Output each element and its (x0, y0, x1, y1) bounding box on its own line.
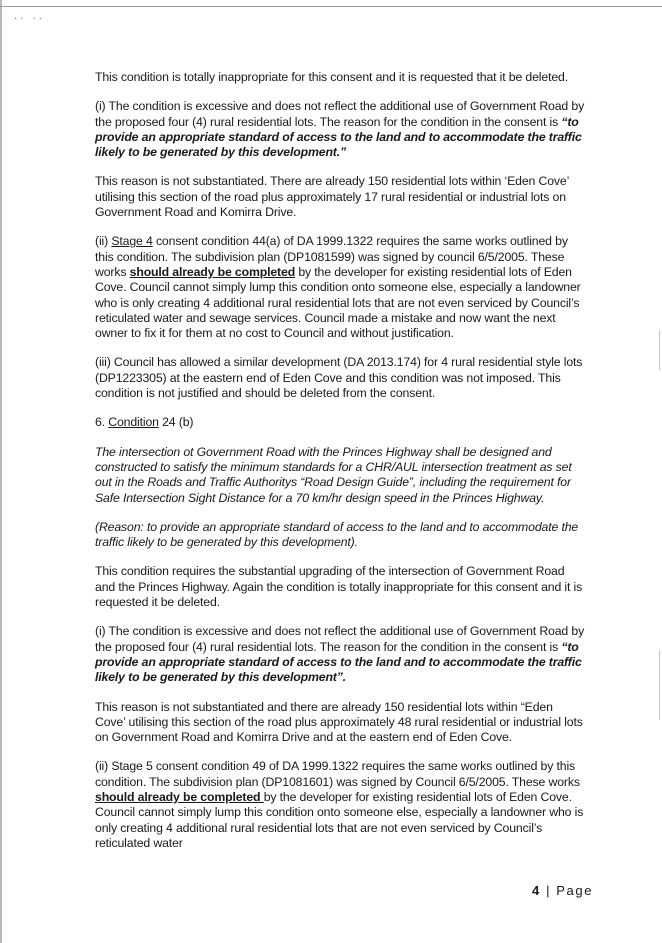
scan-right-mark (659, 330, 660, 370)
text-run: (i) The condition is excessive and does not reflect the additional use of Government Road by the proposed four (4) rural residential lots. The reason for the condition in the consent is (95, 624, 585, 654)
text-run: This reason is not substantiated. There are already 150 residential lots within ‘Eden Cove’ utilising this section of the road plus approximately 17 rural residential or industrial lots on Government Road and Komirra Drive. (95, 174, 569, 220)
paragraph-p9 (95, 564, 585, 610)
paragraph-p10 (95, 624, 585, 685)
text-run: (i) The condition is excessive and does not reflect the additional use of Government Road by the proposed four (4) rural residential lots. The reason for the condition in the consent is (95, 99, 585, 129)
paragraph-p8 (95, 520, 585, 551)
text-run: “to provide an appropriate standard of access to the land and to accommodate the traffic likely to be generated by this development”. (95, 639, 582, 685)
text-run: should already be completed (95, 789, 264, 804)
text-run: This condition requires the substantial upgrading of the intersection of Government Road and the Princes Highway. Again the condition is totally inappropriate for this consent and it is requested it be deleted. (95, 564, 583, 610)
text-run: (iii) Council has allowed a similar development (DA 2013.174) for 4 rural residential style lots (DP1223305) at the eastern end of Eden Cove and this condition was not imposed. This condition is not justified and should be deleted from the consent. (95, 355, 583, 401)
text-run: should already be completed (129, 264, 296, 279)
text-run: by the developer for existing residential lots of Eden Cove. (263, 789, 572, 804)
paragraph-p3 (95, 174, 585, 220)
page-separator: | (546, 883, 552, 898)
text-run: by the developer for existing residential lots of Eden Cove. Council cannot simply lump this condition onto someone else, especially a landowner who is only creating 4 additional rural residential lots that are not even serviced by Council’s reticulated water and sewage services. Council made a mistake and now want the next owner to fix it for them at no cost to Council and without justification. (95, 264, 581, 341)
paragraph-p4 (95, 234, 585, 341)
scan-left-edge (0, 0, 2, 943)
scan-artifact-dots: ·· ·· (14, 14, 45, 25)
paragraph-p6 (95, 415, 585, 430)
paragraph-p2 (95, 99, 585, 160)
text-run: (ii) (95, 234, 112, 249)
document-body (95, 70, 585, 865)
text-run: Condition (108, 415, 159, 430)
text-run: 24 (b) (158, 415, 194, 430)
scan-right-mark (659, 650, 660, 720)
text-run: (Reason: to provide an appropriate standard of access to the land and to accommodate the traffic likely to be generated by this development). (95, 519, 579, 550)
paragraph-p5 (95, 355, 585, 401)
text-run: This reason is not substantiated and there are already 150 residential lots within “Eden Cove’ utilising this section of the road plus approximately 48 rural residential or industrial lots on Government Road and Komirra Drive and at the eastern end of Eden Cove. (95, 699, 583, 745)
scan-top-edge (0, 6, 662, 7)
text-run: Stage 4 (111, 234, 153, 249)
text-run: This condition is totally inappropriate for this consent and it is requested that it be deleted. (95, 70, 568, 84)
text-run: “to provide an appropriate standard of access to the land and to accommodate the traffic likely to be generated by this development.” (95, 114, 582, 160)
page-number: 4 (532, 883, 541, 898)
text-run: Council cannot simply lump this condition onto someone else, especially a landowner who is only creating 4 additional rural residential lots that are not even serviced by Council’s reticulated water (95, 805, 584, 850)
page-label: Page (556, 883, 594, 898)
page-footer (532, 883, 593, 898)
paragraph-p11 (95, 700, 585, 746)
text-run: 6. (95, 415, 109, 430)
text-run: (ii) Stage 5 consent condition 49 of DA 1999.1322 requires the same works outlined by this condition. The subdivision plan (DP1081601) was signed by Council 6/5/2005. These works (95, 759, 580, 789)
paragraph-p7 (95, 445, 585, 506)
text-run: The intersection ot Government Road with the Princes Highway shall be designed and constructed to satisfy the minimum standards for a CHR/AUL intersection treatment as set out in the Roads and Traffic Authoritys “Road Design Guide”, including the requirement for Safe Intersection Sight Distance for a 70 km/hr design speed in the Princes Highway. (95, 444, 572, 505)
paragraph-p1 (95, 70, 585, 85)
text-run: consent condition 44(a) of DA 1999.1322 requires the same works outlined by this condition. The subdivision plan (DP1081599) was signed by council 6/5/2005. These works (95, 234, 568, 279)
paragraph-p12 (95, 759, 585, 851)
